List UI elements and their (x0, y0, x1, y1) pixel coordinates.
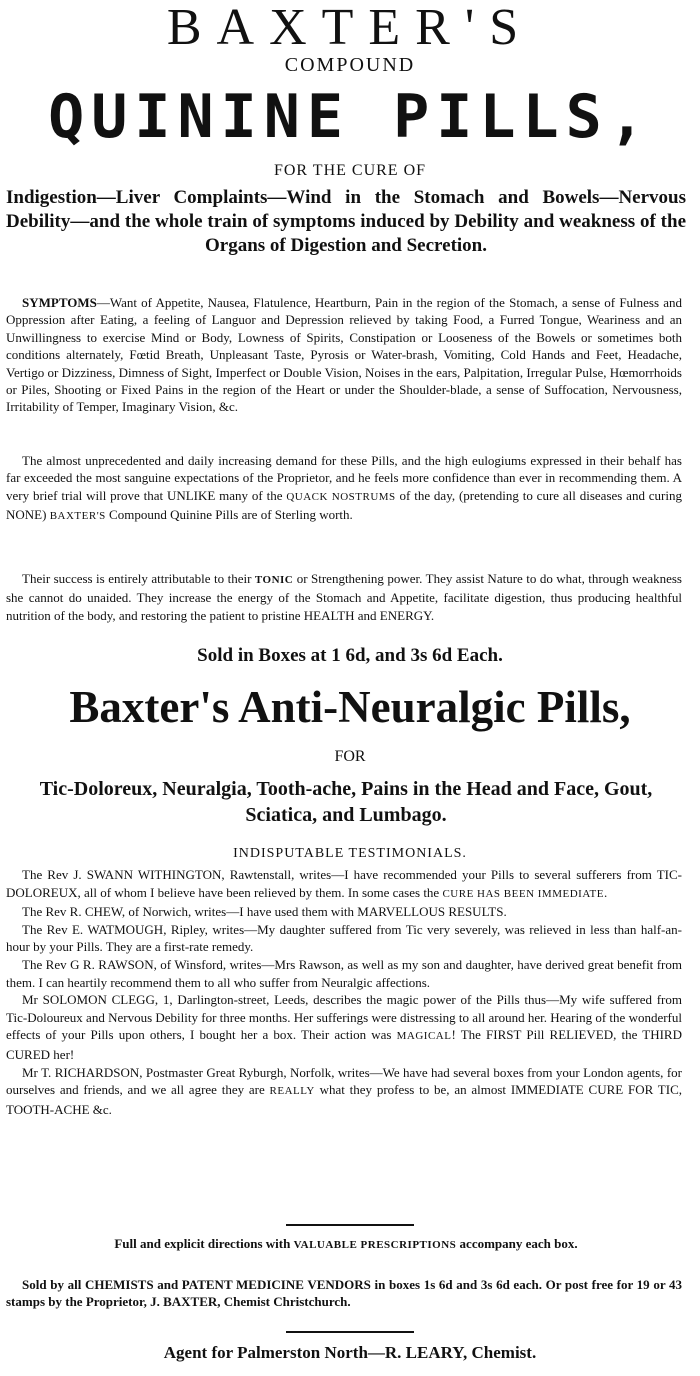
price-line: Sold in Boxes at 1 6d, and 3s 6d Each. (197, 645, 503, 666)
praise-text-3: Compound Quinine Pills are of Sterling worth. (105, 507, 353, 523)
testimonial-text-end: . (603, 884, 608, 900)
testimonial-text: Mr SOLOMON CLEGG, 1, Darlington-street, Leeds, describes the magic power of the Pills thus—My wife suffered from Tic-Doloureux and Nervous Debility for three months. Her sufferings were distressing to all around her. Hearing of the wonderful effects of your Pills upon others, I bought her a box. Their action was (6, 992, 682, 1043)
symptoms-lead: SYMPTOMS (22, 295, 97, 310)
testimonial-item (6, 956, 682, 991)
baxter-name: BAXTER'S (49, 510, 106, 523)
directions-text-1: Full and explicit directions with (114, 1236, 294, 1251)
testimonial-text: Mr T. RICHARDSON, Postmaster Great Ryburgh, Norfolk, writes—We have had several boxes from your London agents, for ourselves and friends, and we all agree they are (6, 1064, 682, 1098)
neuralgic-title: Baxter's Anti-Neuralgic Pills, (69, 682, 631, 732)
testimonial-text: The Rev R. CHEW, of Norwich, writes—I have used them with MARVELLOUS RESULTS. (22, 904, 507, 920)
testimonial-item (6, 866, 682, 903)
testimonial-text: The Rev J. SWANN WITHINGTON, Rawtenstall, writes—I have recommended your Pills to several sufferers from TIC-DOLOREUX, all of whom I believe have been relieved by them. In some cases the (6, 867, 682, 900)
praise-text-1: The almost unprecedented and daily increasing demand for these Pills, and the high eulogiums expressed in their behalf has far exceeded the most sanguine expectations of the Proprietor, and he feels more confidence than ever in recommending them. A very brief trial will prove that UNLIKE many of the (6, 453, 682, 503)
testimonial-text-end: what they profess to be, an almost IMMEDIATE CURE FOR TIC, TOOTH-ACHE &c. (6, 1082, 683, 1117)
success-paragraph (6, 570, 682, 624)
for-cure-label: FOR THE CURE OF (273, 162, 427, 179)
testimonial-emphasis: CURE HAS BEEN IMMEDIATE (442, 887, 604, 900)
testimonial-item (6, 991, 682, 1063)
testimonial-text: The Rev G R. RAWSON, of Winsford, writes—Mrs Rawson, as well as my son and daughter, have derived great benefit from them. I can heartily recommend them to all who suffer from Neuralgic affections. (6, 956, 682, 990)
ailments-list: Indigestion—Liver Complaints—Wind in the Stomach and Bowels—Nervous Debility—and the whole train of symptoms induced by Debility and weakness of the Organs of Digestion and Secretion. (6, 187, 686, 256)
testimonials-heading: INDISPUTABLE TESTIMONIALS. (233, 846, 467, 861)
tonic-word: TONIC (254, 574, 294, 586)
conditions-list: Tic-Doloreux, Neuralgia, Tooth-ache, Pains in the Head and Face, Gout, Sciatica, and Lumbago. (39, 778, 653, 826)
symptoms-paragraph (6, 294, 682, 416)
testimonial-text-end: ! The FIRST Pill RELIEVED, the THIRD CURED her! (6, 1027, 682, 1062)
quack-nostrums: QUACK NOSTRUMS (286, 490, 396, 503)
praise-paragraph (6, 452, 682, 526)
testimonial-emphasis: REALLY (269, 1085, 315, 1098)
product-title: QUININE PILLS, (48, 82, 652, 152)
sold-by-paragraph: Sold by all CHEMISTS and PATENT MEDICINE VENDORS in boxes 1s 6d and 3s 6d each. Or post free for 19 or 43 stamps by the Proprietor, J. BAXTER, Chemist Christchurch. (6, 1277, 682, 1310)
testimonial-text: The Rev E. WATMOUGH, Ripley, writes—My daughter suffered from Tic very severely, was relieved in less than half-an-hour by your Pills. They are a first-rate remedy. (6, 921, 682, 955)
praise-text-2: of the day, (pretending to cure all diseases and curing NONE) (6, 487, 682, 523)
symptoms-text: —Want of Appetite, Nausea, Flatulence, Heartburn, Pain in the region of the Stomach, a sense of Fulness and Oppression after Eating, a feeling of Languor and Depression relieved by taking Food, a Furred Tongue, Weariness and an Unwillingness to exercise Mind or Body, Lowness of Spirits, Constipation or Looseness of the Bowels or sometimes both conditions alternately, Fœtid Breath, Unpleasant Taste, Pyrosis or Water-brash, Vomiting, Cold Hands and Feet, Headache, Vertigo or Dizziness, Dimness of Sight, Imperfect or Double Vision, Noises in the ears, Palpitation, Irregular Pulse, Hœmorrhoids or Piles, Shooting or Fixed Pains in the region of the Heart or under the Shoulder-blade, a sense of Suffocation, Nervousness, Irritability of Temper, Imaginary Vision, &c. (6, 295, 682, 415)
divider-rule-2 (286, 1331, 414, 1333)
testimonials-list (6, 866, 682, 1118)
directions-text-2: accompany each box. (456, 1236, 578, 1251)
spacer (0, 1262, 700, 1263)
success-text-2: or Strengthening power. They assist Nature to do what, through weakness she cannot do unaided. They increase the energy of the Stomach and Appetite, facilitate digestion, thus producing healthful nutrition of the body, and restoring the patient to pristine HEALTH and ENERGY. (6, 571, 682, 623)
testimonial-item (6, 903, 682, 921)
directions-line (6, 1236, 686, 1252)
testimonial-item (6, 921, 682, 956)
valuable-prescriptions: VALUABLE PRESCRIPTIONS (293, 1239, 457, 1251)
brand-heading: BAXTER'S (166, 0, 534, 56)
agent-line: Agent for Palmerston North—R. LEARY, Chemist. (163, 1343, 537, 1362)
for-label: FOR (334, 748, 366, 765)
testimonial-item (6, 1064, 682, 1119)
compound-subheading: COMPOUND (284, 54, 416, 76)
success-text-1: Their success is entirely attributable to their (22, 571, 255, 586)
testimonial-emphasis: MAGICAL (396, 1030, 452, 1043)
divider-rule (286, 1224, 414, 1226)
